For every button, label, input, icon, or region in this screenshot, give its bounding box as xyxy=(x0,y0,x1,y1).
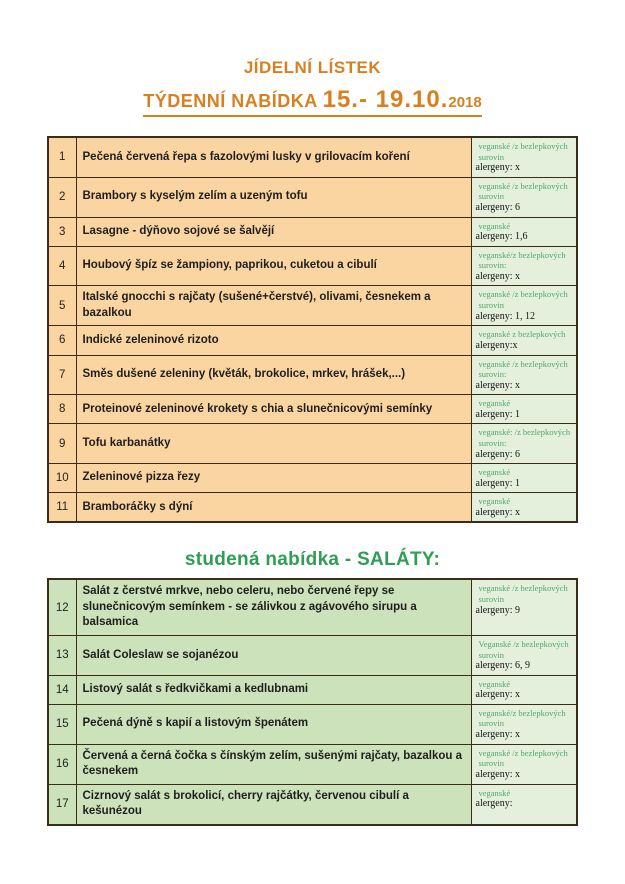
row-number: 5 xyxy=(48,286,76,326)
diet-cell xyxy=(471,704,577,744)
allergens-label: alergeny: xyxy=(475,798,513,810)
row-number: 12 xyxy=(48,579,76,635)
diet-cell xyxy=(471,493,577,523)
week-subtitle xyxy=(143,86,481,117)
menu-row xyxy=(48,579,577,635)
diet-label: veganské xyxy=(478,496,511,507)
row-number: 14 xyxy=(48,675,76,704)
dish-name: Pečená dýně s kapií a listovým špenátem xyxy=(76,704,471,744)
dish-name: Proteinové zeleninové krokety s chia a slunečnicovými semínky xyxy=(76,395,471,424)
allergens-label: alergeny: x xyxy=(475,768,521,780)
diet-cell xyxy=(471,464,577,493)
dish-name: Houbový špíz se žampiony, paprikou, cuketou a cibulí xyxy=(76,246,471,286)
row-number: 2 xyxy=(48,177,76,217)
diet-cell xyxy=(471,784,577,825)
dish-name: Červená a černá čočka s čínským zelím, sušenými rajčaty, bazalkou a česnekem xyxy=(76,744,471,784)
diet-label: veganské/z bezlepkových surovin: xyxy=(478,249,566,271)
menu-row xyxy=(48,137,577,177)
menu-row xyxy=(48,217,577,246)
diet-cell xyxy=(471,424,577,464)
dish-name: Brambory s kyselým zelím a uzeným tofu xyxy=(76,177,471,217)
diet-label: veganské xyxy=(478,787,511,798)
diet-cell xyxy=(471,286,577,326)
allergens-label: alergeny: x xyxy=(475,689,521,701)
dish-name: Lasagne - dýňovo sojové se šalvějí xyxy=(76,217,471,246)
diet-label: veganské: /z bezlepkových surovin: xyxy=(478,427,571,449)
menu-row xyxy=(48,326,577,355)
row-number: 1 xyxy=(48,137,76,177)
page-title: JÍDELNÍ LÍSTEK xyxy=(243,58,382,77)
diet-label: veganské xyxy=(478,220,511,231)
subtitle-label: TÝDENNÍ NABÍDKA xyxy=(143,91,323,111)
subtitle-row xyxy=(0,86,625,117)
menu-row xyxy=(48,395,577,424)
menu-row xyxy=(48,744,577,784)
menu-row xyxy=(48,286,577,326)
menu-row xyxy=(48,635,577,675)
salads-table xyxy=(47,578,578,825)
menu-row xyxy=(48,355,577,395)
allergens-label: alergeny: x xyxy=(475,162,521,174)
row-number: 13 xyxy=(48,635,76,675)
dish-name: Zeleninové pizza řezy xyxy=(76,464,471,493)
diet-label: veganské z bezlepkových xyxy=(478,329,566,340)
diet-label: veganské xyxy=(478,678,511,689)
dish-name: Listový salát s ředkvičkami a kedlubnami xyxy=(76,675,471,704)
row-number: 7 xyxy=(48,355,76,395)
allergens-label: alergeny: x xyxy=(475,506,521,518)
diet-cell xyxy=(471,635,577,675)
menu-row xyxy=(48,246,577,286)
diet-cell xyxy=(471,137,577,177)
diet-cell xyxy=(471,177,577,217)
diet-cell xyxy=(471,355,577,395)
diet-cell xyxy=(471,395,577,424)
allergens-label: alergeny: 1 xyxy=(475,408,521,420)
diet-label: veganské xyxy=(478,398,511,409)
allergens-label: alergeny: 6 xyxy=(475,202,521,213)
menu-row xyxy=(48,784,577,825)
salads-section-title: studená nabídka - SALÁTY: xyxy=(184,549,441,571)
dish-name: Salát Coleslaw se sojanézou xyxy=(76,635,471,675)
menu-row xyxy=(48,675,577,704)
dish-name: Směs dušené zeleniny (květák, brokolice, mrkev, hrášek,...) xyxy=(76,355,471,395)
menu-row xyxy=(48,464,577,493)
diet-cell xyxy=(471,744,577,784)
diet-label: veganské /z bezlepkových surovin xyxy=(478,583,568,605)
dish-name: Bramboráčky s dýní xyxy=(76,493,471,523)
dish-name: Cizrnový salát s brokolicí, cherry rajčátky, červenou cibulí a kešunézou xyxy=(76,784,471,825)
menu-row xyxy=(48,424,577,464)
row-number: 9 xyxy=(48,424,76,464)
allergens-label: alergeny: 6 xyxy=(475,448,521,460)
row-number: 10 xyxy=(48,464,76,493)
subtitle-dates: 15.- 19.10. xyxy=(322,86,449,113)
menu-row xyxy=(48,704,577,744)
row-number: 16 xyxy=(48,744,76,784)
allergens-label: alergeny: 1, 12 xyxy=(475,310,536,322)
allergens-label: alergeny: 6, 9 xyxy=(475,660,531,672)
row-number: 3 xyxy=(48,217,76,246)
dish-name: Pečená červená řepa s fazolovými lusky v grilovacím koření xyxy=(76,137,471,177)
allergens-label: alergeny: x xyxy=(475,270,521,282)
allergens-label: alergeny: 1,6 xyxy=(475,231,528,243)
allergens-label: alergeny: 1 xyxy=(475,477,521,489)
allergens-label: alergeny: x xyxy=(475,729,521,741)
diet-label: Veganské /z bezlepkových surovin xyxy=(478,638,569,660)
dish-name: Tofu karbanátky xyxy=(76,424,471,464)
row-number: 4 xyxy=(48,246,76,286)
diet-label: veganské /z bezlepkových surovin xyxy=(478,747,568,769)
diet-cell xyxy=(471,326,577,355)
dish-name: Indické zeleninové rizoto xyxy=(76,326,471,355)
dish-name: Italské gnocchi s rajčaty (sušené+čerstvé), olivami, česnekem a bazalkou xyxy=(76,286,471,326)
diet-cell xyxy=(471,246,577,286)
row-number: 8 xyxy=(48,395,76,424)
diet-label: veganské /z bezlepkových surovin: xyxy=(478,358,568,380)
row-number: 17 xyxy=(48,784,76,825)
row-number: 15 xyxy=(48,704,76,744)
subtitle-year: 2018 xyxy=(448,94,482,111)
row-number: 6 xyxy=(48,326,76,355)
row-number: 11 xyxy=(48,493,76,523)
menu-row xyxy=(48,493,577,523)
allergens-label: alergeny: 9 xyxy=(475,604,521,616)
diet-cell xyxy=(471,675,577,704)
diet-label: veganské xyxy=(478,467,511,478)
allergens-label: alergeny: x xyxy=(475,379,521,391)
dish-name: Salát z čerstvé mrkve, nebo celeru, nebo červené řepy se slunečnicovým semínkem - se zálivkou z agávového sirupu a balsamica xyxy=(76,579,471,635)
menu-row xyxy=(48,177,577,217)
diet-label: veganské /z bezlepkových surovin xyxy=(478,141,568,162)
diet-label: veganské/z bezlepkových surovin xyxy=(478,707,566,729)
allergens-label: alergeny:x xyxy=(475,340,518,352)
diet-cell xyxy=(471,579,577,635)
diet-label: veganské /z bezlepkových surovin xyxy=(478,289,568,310)
hot-dishes-table xyxy=(47,136,578,523)
diet-cell xyxy=(471,217,577,246)
diet-label: veganské /z bezlepkových surovin xyxy=(478,180,568,202)
